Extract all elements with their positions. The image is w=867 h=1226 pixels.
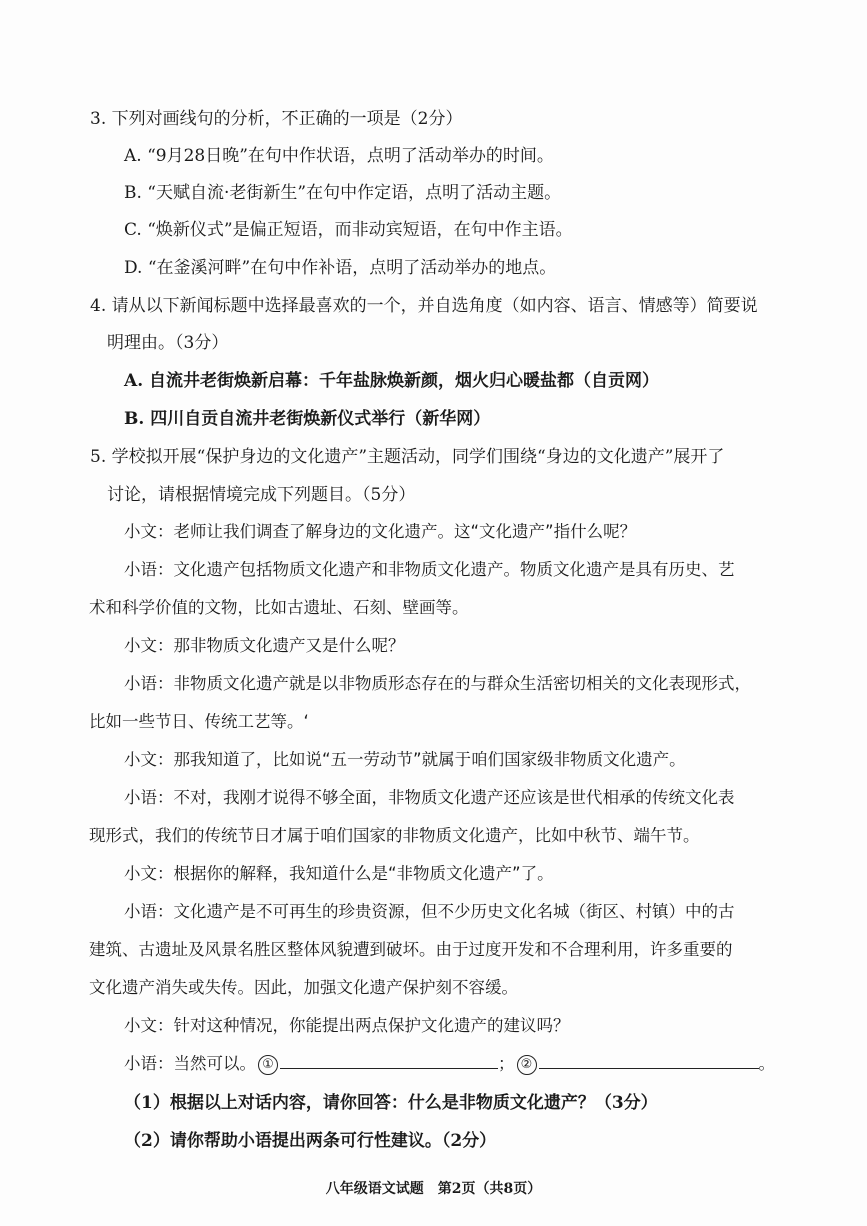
- q3-stem-a: 3. 下列对画线句的分析，: [90, 109, 282, 129]
- q5-stem-line2: 讨论，请根据情境完成下列题目。（5分）: [107, 485, 416, 505]
- dialogue-line: 术和科学价值的文物，比如古遗址、石刻、壁画等。: [89, 598, 469, 617]
- dialogue-line: 小语：不对，我刚才说得不够全面，非物质文化遗产还应该是世代相承的传统文化表: [124, 788, 735, 807]
- q3-stem-b: 的一项是（2分）: [332, 109, 463, 129]
- q3-stem-emphasis: 不正确 · · ·: [282, 109, 333, 129]
- circle-one-marker: ①: [258, 1055, 278, 1075]
- q4-option-b: B. 四川自贡自流井老街焕新仪式举行（新华网）: [124, 409, 491, 429]
- q4-option-a: A. 自流井老街焕新启幕：千年盐脉焕新颜，烟火归心暖盐都（自贡网）: [124, 371, 660, 391]
- dialogue-line: 小文：那非物质文化遗产又是什么呢？: [124, 636, 405, 655]
- answer-end: 。: [758, 1054, 775, 1073]
- answer-blank-1[interactable]: [280, 1054, 498, 1069]
- q5-stem-line1: 5. 学校拟开展“保护身边的文化遗产”主题活动，同学们围绕“身边的文化遗产”展开了: [90, 447, 725, 467]
- dialogue-line: 小文：根据你的解释，我知道什么是“非物质文化遗产”了。: [124, 864, 554, 883]
- dialogue-line: 现形式，我们的传统节日才属于咱们国家的非物质文化遗产，比如中秋节、端午节。: [89, 826, 700, 845]
- dialogue-line: 小文：针对这种情况，你能提出两点保护文化遗产的建议吗？: [124, 1016, 570, 1035]
- dialogue-line: 小语：文化遗产包括物质文化遗产和非物质文化遗产。物质文化遗产是具有历史、艺: [124, 560, 735, 579]
- dialogue-line: 文化遗产消失或失传。因此，加强文化遗产保护刻不容缓。: [89, 978, 518, 997]
- dialogue-line: 小语：非物质文化遗产就是以非物质形态存在的与群众生活密切相关的文化表现形式，: [124, 674, 751, 693]
- q5-subquestion-2: （2）请你帮助小语提出两条可行性建议。（2分）: [124, 1131, 497, 1151]
- answer-prefix: 小语：当然可以。: [124, 1054, 256, 1073]
- dialogue-line: 比如一些节日、传统工艺等。‘: [89, 712, 309, 731]
- q3-option-d: D. “在釜溪河畔”在句中作补语，点明了活动举办的地点。: [124, 258, 557, 278]
- dialogue-line: 小文：老师让我们调查了解身边的文化遗产。这“文化遗产”指什么呢？: [124, 522, 637, 541]
- circle-two-marker: ②: [517, 1055, 537, 1075]
- q3-option-a: A. “9月28日晚”在句中作状语，点明了活动举办的时间。: [124, 146, 554, 166]
- dialogue-line: 小文：那我知道了，比如说“五一劳动节”就属于咱们国家级非物质文化遗产。: [124, 750, 686, 769]
- answer-blank-2[interactable]: [539, 1054, 759, 1069]
- dialogue-line: 小语：文化遗产是不可再生的珍贵资源，但不少历史文化名城（街区、村镇）中的古: [124, 902, 735, 921]
- q3-option-b: B. “天赋自流·老街新生”在句中作定语，点明了活动主题。: [124, 183, 562, 203]
- q3-option-c: C. “焕新仪式”是偏正短语，而非动宾短语，在句中作主语。: [124, 220, 573, 240]
- q4-stem-line2: 明理由。（3分）: [107, 333, 229, 353]
- q5-subquestion-1: （1）根据以上对话内容，请你回答：什么是非物质文化遗产？（3分）: [124, 1093, 658, 1113]
- q4-stem-line1: 4. 请从以下新闻标题中选择最喜欢的一个，并自选角度（如内容、语言、情感等）简要说: [90, 296, 758, 316]
- dialogue-line: 建筑、古遗址及风景名胜区整体风貌遭到破坏。由于过度开发和不合理利用，许多重要的: [89, 940, 733, 959]
- answer-line: [124, 1053, 775, 1075]
- page-footer: 八年级语文试题 第2页（共8页）: [325, 1181, 542, 1197]
- answer-separator: ；: [498, 1054, 515, 1073]
- q3-stem: [90, 108, 462, 130]
